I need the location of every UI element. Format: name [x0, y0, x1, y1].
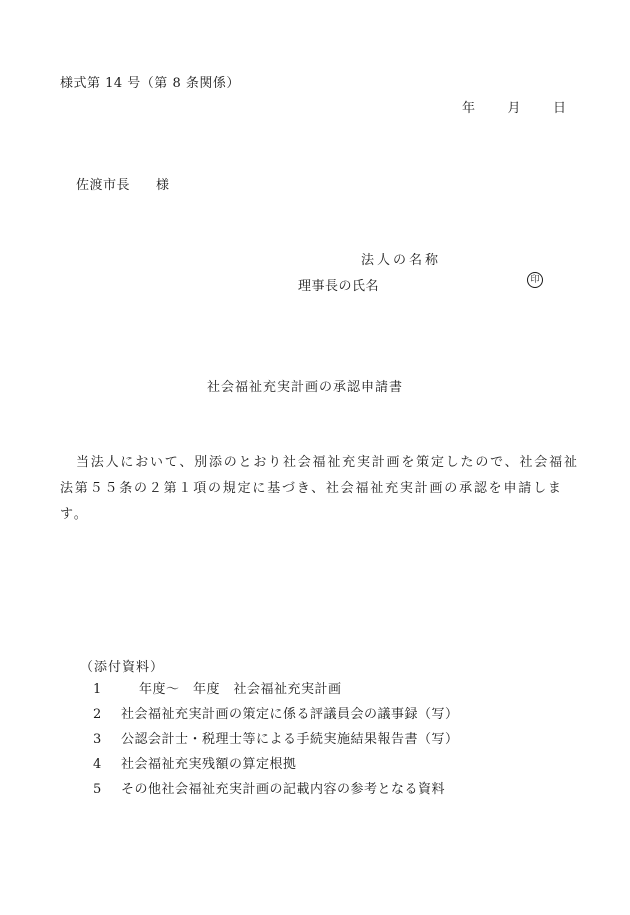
date-day-label: 日 — [553, 101, 567, 116]
list-item — [93, 681, 459, 706]
attachments-header: （添付資料） — [80, 660, 165, 675]
date-line — [462, 97, 567, 116]
attachment-text: 公認会計士・税理士等による手続実施結果報告書（写） — [121, 732, 459, 747]
list-item — [93, 756, 459, 781]
list-item — [93, 781, 459, 806]
attachment-number: 3 — [93, 732, 102, 747]
attachment-text: 社会福祉充実計画の策定に係る評議員会の議事録（写） — [121, 707, 459, 722]
attachment-text: 社会福祉充実残額の算定根拠 — [121, 757, 297, 772]
corp-name-label: 法人の名称 — [361, 253, 442, 268]
addressee-name: 佐渡市長 — [76, 178, 131, 193]
attachment-number: 5 — [93, 782, 102, 797]
list-item — [93, 731, 459, 756]
list-item — [93, 706, 459, 731]
attachment-number: 1 — [93, 682, 102, 697]
attachment-number: 4 — [93, 757, 102, 772]
addressee — [76, 174, 170, 193]
chair-name-label: 理事長の氏名 — [298, 279, 380, 294]
body-paragraph: 当法人において、別添のとおり社会福祉充実計画を策定したので、社会福祉法第５５条の２第１項の規定に基づき、社会福祉充実計画の承認を申請します。 — [60, 455, 579, 522]
date-month-label: 月 — [507, 101, 522, 116]
document-title: 社会福祉充実計画の承認申請書 — [207, 380, 404, 395]
attachment-number: 2 — [93, 707, 102, 722]
attachments-list — [93, 681, 459, 806]
form-number: 様式第 14 号（第 8 条関係） — [60, 76, 240, 91]
date-year-label: 年 — [462, 101, 476, 116]
attachment-text: その他社会福祉充実計画の記載内容の参考となる資料 — [121, 782, 446, 797]
seal-icon: 印 — [527, 272, 543, 288]
attachment-text: 年度～ 年度 社会福祉充実計画 — [139, 682, 342, 697]
addressee-honorific: 様 — [156, 178, 170, 193]
body-text — [60, 450, 580, 528]
